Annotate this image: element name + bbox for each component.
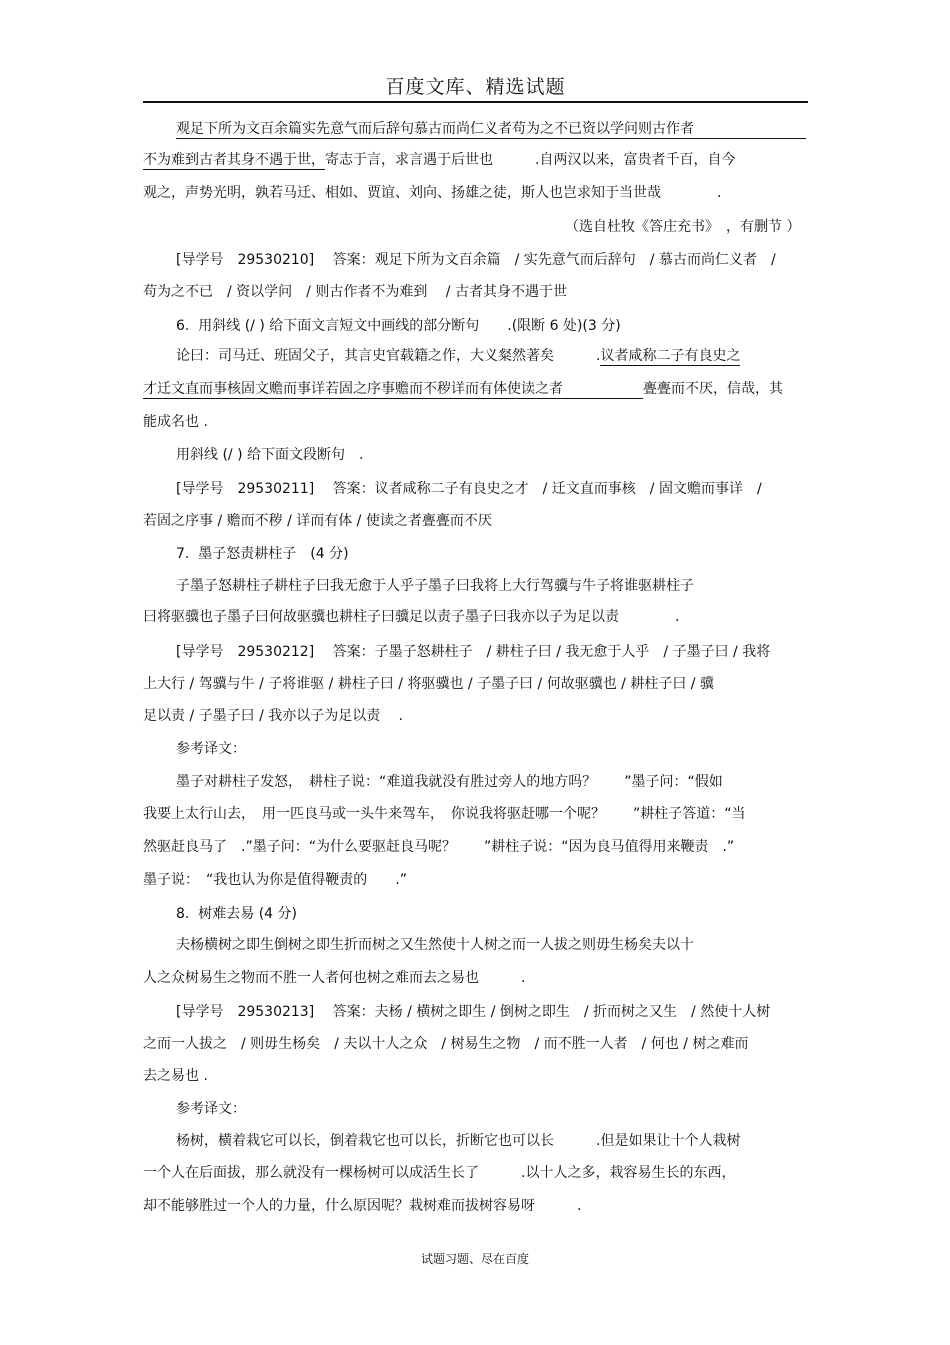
answer-line: [导学号 29530211] 答案：议者咸称二子有良史之才 / 迁文直而事核 / 固文赡而事详 / [176, 481, 762, 497]
underlined-segment: 才迁文直而事核固文赡而事详若固之序事赡而不秽详而有体使读之者 [143, 380, 643, 399]
translation-line: 然驱赶良马了 .”墨子问：“为什么要驱赶良马呢？ ”耕柱子说：“因为良马值得用来鞭责 .” [143, 839, 735, 855]
page-header-title: 百度文库、精选试题 [385, 76, 566, 98]
header-divider [143, 101, 808, 103]
text-segment: 论曰：司马迁、班固父子，其言史官载籍之作，大义粲然著矣 . [176, 348, 601, 364]
source-citation: （选自杜牧《答庄充书》 ，有删节 ） [565, 219, 801, 235]
text-segment: 寄志于言，求言遇于后世也 .自两汉以来，富贵者千百，自今 [325, 152, 736, 168]
answer-line: [导学号 29530210] 答案：观足下所为文百余篇 / 实先意气而后辞句 / 慕古而尚仁义者 / [176, 252, 776, 268]
text-line: 观之，声势光明，孰若马迁、相如、贾谊、刘向、扬雄之徒，斯人也岂求知于当世哉 . [143, 185, 722, 201]
text-line [176, 347, 740, 366]
translation-heading: 参考译文： [176, 741, 246, 757]
question-heading: 7. 墨子怒责耕柱子 (4 分) [176, 546, 349, 562]
question-heading: 6. 用斜线 (/ ) 给下面文言短文中画线的部分断句 .(限断 6 处)(3 分) [176, 318, 621, 334]
text-line: 子墨子怒耕柱子耕柱子曰我无愈于人乎子墨子曰我将上大行驾骥与牛子将谁驱耕柱子 [176, 578, 694, 594]
text-line: 人之众树易生之物而不胜一人者何也树之难而去之易也 . [143, 970, 526, 986]
underlined-segment: 议者咸称二子有良史之 [600, 348, 741, 364]
translation-line: 我要上太行山去， 用一匹良马或一头牛来驾车， 你说我将驱赶哪一个呢？ ”耕柱子答道：“当 [143, 806, 746, 822]
text-line: 能成名也 . [143, 414, 208, 430]
instruction-line: 用斜线 (/ ) 给下面文段断句 . [176, 447, 364, 463]
question-heading: 8. 树难去易 (4 分) [176, 906, 297, 922]
answer-line: 若固之序事 / 赡而不秽 / 详而有体 / 使读之者亹亹而不厌 [143, 513, 492, 529]
answer-line: 去之易也 . [143, 1068, 208, 1084]
text-line: 夫杨横树之即生倒树之即生折而树之又生然使十人树之而一人拔之则毋生杨矣夫以十 [176, 937, 694, 953]
answer-line: 足以责 / 子墨子曰 / 我亦以子为足以责 . [143, 708, 404, 724]
text-line [143, 380, 783, 399]
page-footer: 试题习题、尽在百度 [420, 1252, 529, 1266]
translation-heading: 参考译文： [176, 1101, 246, 1117]
translation-line: 墨子说： “我也认为你是值得鞭责的 .” [143, 872, 407, 888]
answer-line: 上大行 / 驾骥与牛 / 子将谁驱 / 耕柱子曰 / 将驱骥也 / 子墨子曰 / 何故驱骥也 / 耕柱子曰 / 骥 [143, 676, 714, 692]
underlined-segment: 不为难到古者其身不遇于世， [143, 152, 325, 168]
text-line [143, 151, 735, 170]
answer-line: [导学号 29530213] 答案：夫杨 / 横树之即生 / 倒树之即生 / 折而树之又生 / 然使十人树 [176, 1004, 771, 1020]
translation-line: 墨子对耕柱子发怒， 耕柱子说：“难道我就没有胜过旁人的地方吗？ ”墨子问：“假如 [176, 774, 723, 790]
text-segment: 亹亹而不厌，信哉，其 [643, 381, 783, 397]
answer-line: 苟为之不已 / 资以学问 / 则古作者不为难到 / 古者其身不遇于世 [143, 284, 567, 300]
text-line: 曰将驱骥也子墨子曰何故驱骥也耕柱子曰骥足以责子墨子曰我亦以子为足以责 . [143, 609, 680, 625]
translation-line: 却不能够胜过一个人的力量，什么原因呢？栽树难而拔树容易呀 . [143, 1198, 582, 1214]
translation-line: 一个人在后面拔，那么就没有一棵杨树可以成活生长了 .以十人之多，栽容易生长的东西， [143, 1165, 736, 1181]
answer-line: [导学号 29530212] 答案：子墨子怒耕柱子 / 耕柱子曰 / 我无愈于人乎 / 子墨子曰 / 我将 [176, 644, 771, 660]
answer-line: 之而一人拔之 / 则毋生杨矣 / 夫以十人之众 / 树易生之物 / 而不胜一人者 / 何也 / 树之难而 [143, 1036, 749, 1052]
translation-line: 杨树，横着栽它可以长，倒着栽它也可以长，折断它也可以长 .但是如果让十个人栽树 [176, 1133, 741, 1149]
text-line: 观足下所为文百余篇实先意气而后辞句慕古而尚仁义者苟为之不已资以学问则古作者 [176, 121, 694, 137]
underline-rule [176, 138, 806, 139]
